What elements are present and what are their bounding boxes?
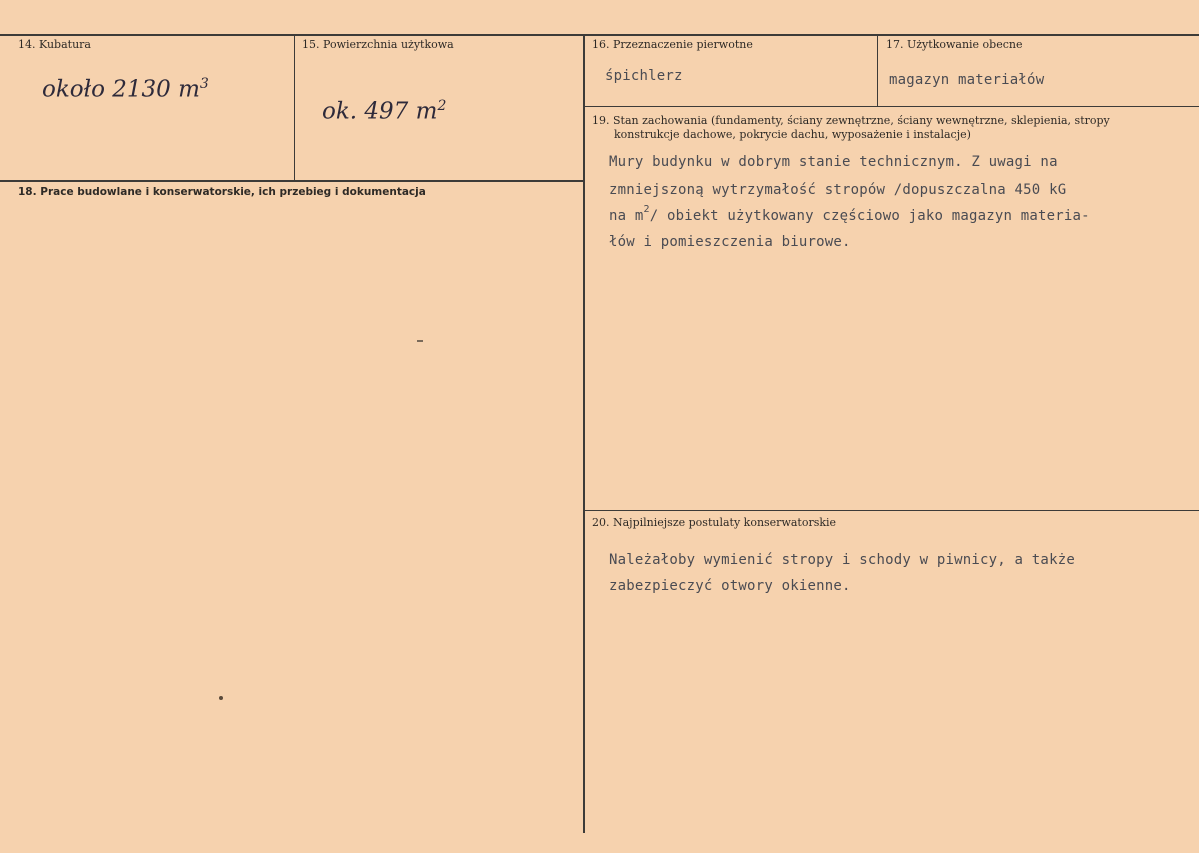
field-20-label: 20. Najpilniejsze postulaty konserwatorskie bbox=[592, 516, 837, 529]
divider-14-15 bbox=[294, 35, 295, 180]
paper-speck bbox=[219, 696, 223, 700]
field-16-label: 16. Przeznaczenie pierwotne bbox=[592, 38, 753, 51]
field-19-line-1: Mury budynku w dobrym stanie technicznym. Z uwagi na bbox=[609, 154, 1058, 170]
paper-speck bbox=[417, 340, 423, 342]
field-14-label: 14. Kubatura bbox=[18, 38, 91, 51]
field-17-value: magazyn materiałów bbox=[889, 72, 1045, 88]
center-divider bbox=[583, 35, 585, 833]
field-17-label: 17. Użytkowanie obecne bbox=[886, 38, 1023, 51]
field-15-value bbox=[322, 98, 446, 125]
divider-16-17 bbox=[877, 35, 878, 107]
field-15-value-sup: 2 bbox=[437, 98, 447, 114]
field-19-label-line2: konstrukcje dachowe, pokrycie dachu, wyposażenie i instalacje) bbox=[614, 128, 971, 141]
field-19-sup: 2 bbox=[643, 204, 650, 215]
field-15-value-main: ok. 497 m bbox=[322, 98, 438, 125]
field-19-label-line1: 19. Stan zachowania (fundamenty, ściany zewnętrzne, ściany wewnętrzne, sklepienia, stropy bbox=[592, 114, 1110, 127]
top-rule bbox=[0, 34, 1199, 36]
field-19-line-3-end: / obiekt użytkowany częściowo jako magazyn materia- bbox=[649, 208, 1090, 224]
field-19-line-4: łów i pomieszczenia biurowe. bbox=[609, 234, 851, 250]
field-16-value: śpichlerz bbox=[605, 68, 683, 84]
field-15-label: 15. Powierzchnia użytkowa bbox=[302, 38, 454, 51]
rule-above-20 bbox=[584, 510, 1199, 511]
rule-under-16-17 bbox=[584, 106, 1199, 107]
field-19-line-3 bbox=[609, 204, 1090, 224]
field-18-label: 18. Prace budowlane i konserwatorskie, ich przebieg i dokumentacja bbox=[18, 186, 426, 198]
field-14-value-sup: 3 bbox=[199, 76, 209, 92]
rule-under-14-15 bbox=[0, 180, 584, 182]
field-19-line-2: zmniejszoną wytrzymałość stropów /dopuszczalna 450 kG bbox=[609, 182, 1067, 198]
field-14-value bbox=[42, 76, 209, 103]
field-20-line-2: zabezpieczyć otwory okienne. bbox=[609, 578, 851, 594]
field-14-value-main: około 2130 m bbox=[42, 76, 200, 103]
field-19-line-3-start: na m bbox=[609, 208, 644, 224]
field-20-line-1: Należałoby wymienić stropy i schody w piwnicy, a także bbox=[609, 552, 1075, 568]
